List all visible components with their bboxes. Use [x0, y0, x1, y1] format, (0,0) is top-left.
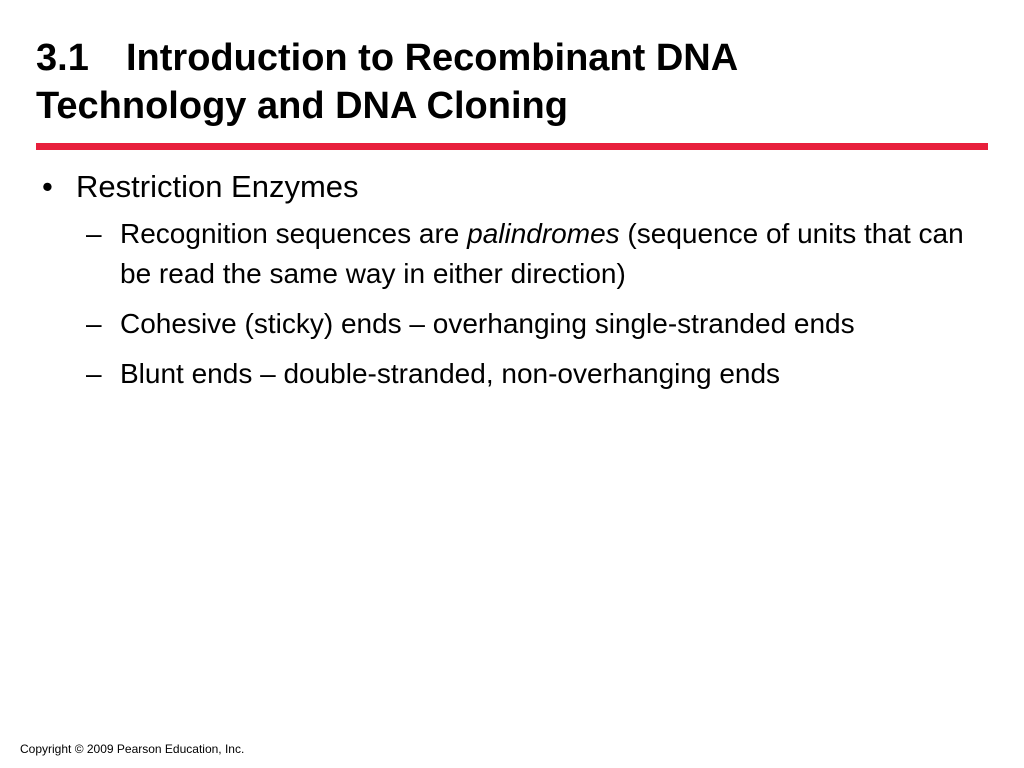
bullet-dot-icon: • — [42, 169, 53, 204]
sub-bullet-text: Cohesive (sticky) ends – overhanging single-stranded ends — [120, 308, 855, 339]
palindromes-emphasis: palindromes — [467, 218, 620, 249]
title-divider — [36, 143, 988, 150]
dash-icon: – — [86, 218, 102, 249]
sub-bullet-text: Blunt ends – double-stranded, non-overhanging ends — [120, 358, 781, 389]
sub-bullet-text-before: Recognition sequences are — [120, 218, 468, 249]
copyright-footer: Copyright © 2009 Pearson Education, Inc. — [20, 742, 245, 756]
sub-bullet-blunt-ends — [36, 354, 976, 394]
section-number: 3.1 — [36, 37, 89, 79]
title-text-1: Introduction to Recombinant DNA — [126, 37, 739, 79]
title-line-2: Technology and DNA Cloning — [36, 85, 568, 127]
sub-bullet-text-after: (sequence of units that can be read the same way in either direction) — [120, 218, 964, 289]
sub-bullet-cohesive-ends — [36, 304, 976, 344]
bullet-text: Restriction Enzymes — [76, 169, 359, 204]
slide-body — [36, 166, 976, 404]
sub-bullet-list — [36, 214, 976, 394]
sub-bullet-recognition-sequences — [36, 214, 976, 294]
bullet-restriction-enzymes — [36, 166, 976, 208]
dash-icon: – — [86, 308, 102, 339]
dash-icon: – — [86, 358, 102, 389]
title-line-1 — [36, 34, 996, 82]
slide-title — [36, 34, 996, 130]
